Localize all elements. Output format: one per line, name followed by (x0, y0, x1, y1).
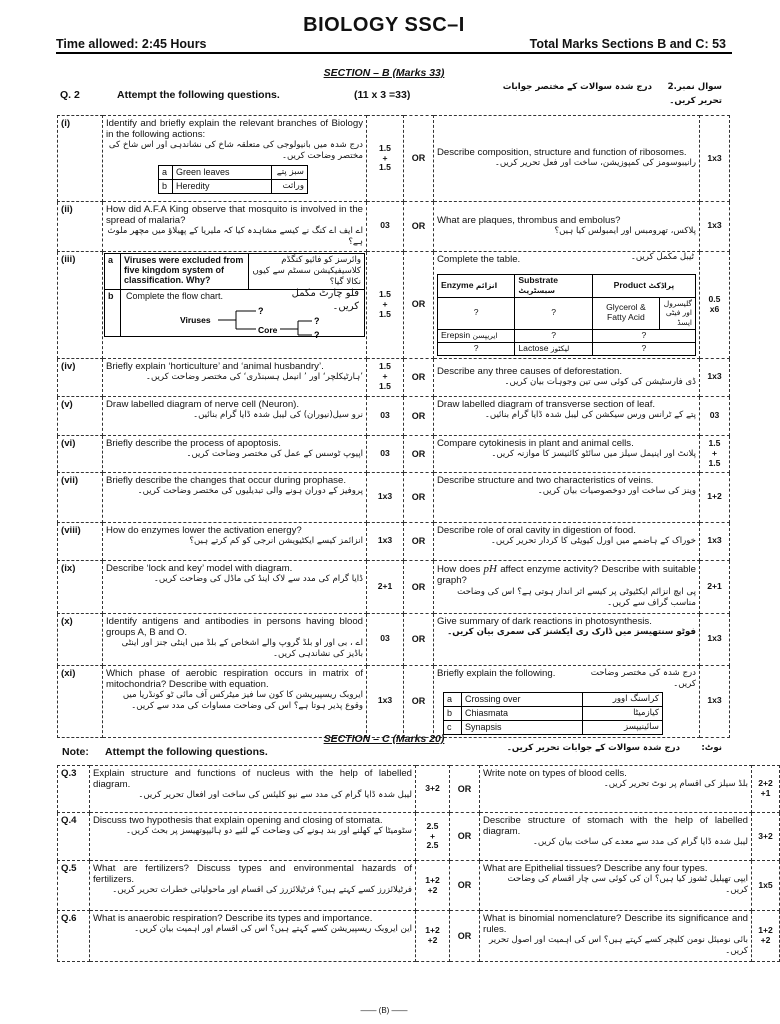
right-marks: 1x5 (752, 861, 780, 911)
question-text: Explain structure and functions of nucleus with the help of labelled diagram. (93, 768, 412, 791)
or-label: OR (404, 435, 434, 472)
list-item: c Synapsis سائینیپسز (444, 721, 663, 735)
left-question (103, 522, 367, 560)
question-text: Give summary of dark reactions in photosynthesis. (437, 615, 652, 627)
left-question (103, 358, 367, 396)
enzyme-table (437, 274, 696, 356)
right-question (480, 911, 752, 962)
left-question (103, 613, 367, 665)
list-item: a Green leaves سبز پتے (159, 165, 308, 179)
or-label: OR (404, 358, 434, 396)
or-label: OR (404, 560, 434, 613)
section-b-title: SECTION – B (Marks 33) (323, 67, 445, 79)
table-row: Erepsin ایریپسن ? ? (438, 329, 696, 342)
right-marks: 1+2 (700, 472, 730, 522)
question-text-ur: خوراک کے ہاضمے میں اورل کیویٹی کا کردار تحریر کریں۔ (490, 535, 696, 546)
table-row (58, 813, 780, 861)
question-text: Describe composition, structure and function of ribosomes. (437, 147, 687, 159)
svg-text:?: ? (314, 316, 320, 327)
left-question (90, 813, 416, 861)
list-item: b Chiasmata کیازمیٹا (444, 706, 663, 720)
right-question (434, 251, 700, 358)
question-text-ur: ایپی تھیلیل ٹشوز کیا ہیں؟ ان کی کوئی سی چار اقسام کی وضاحت کریں۔ (507, 874, 748, 896)
question-text: What is anaerobic respiration? Describe its types and importance. (93, 913, 373, 924)
right-marks: 0.5 x6 (700, 251, 730, 358)
question-text-ur: بائی نومیئل نومن کلیچر کسے کہتے ہیں؟ اس کی اہمیت اور اصول تحریر کریں۔ (489, 935, 748, 957)
question-text-ur: ’ہارٹیکلچر‘ اور ’ انیمل ہسبنڈری‘ کی مختصر وضاحت کریں۔ (145, 371, 363, 382)
question-text-ur: پروفیز کے دوران ہونے والی تبدیلیوں کی مختصر وضاحت کریں۔ (137, 485, 363, 496)
svg-text:?: ? (314, 330, 320, 341)
question-text: What are Epithelial tissues? Describe any four types. (483, 863, 708, 874)
row-number: Q.3 (58, 766, 90, 813)
right-marks: 1.5 + 1.5 (700, 435, 730, 472)
right-marks: 1x3 (700, 358, 730, 396)
note-label: Note: (62, 746, 89, 758)
left-marks: 1.5 + 1.5 (367, 251, 404, 358)
table-row (58, 435, 730, 472)
left-question (103, 560, 367, 613)
question-text-ur: نرو سیل(نیوران) کی لیبل شدہ ڈایا گرام بنائیں۔ (193, 409, 363, 420)
note-label-ur: نوٹ: (701, 743, 722, 753)
question-text: Draw labelled diagram of nerve cell (Neuron). (106, 398, 300, 410)
paper-title: BIOLOGY SSC–I (303, 14, 465, 36)
right-question (434, 396, 700, 435)
left-marks: 1x3 (367, 472, 404, 522)
right-marks: 03 (700, 396, 730, 435)
row-number: (ii) (58, 202, 103, 252)
left-question (103, 396, 367, 435)
question-text-ur: ٹیبل مکمل کریں۔ (630, 251, 694, 262)
section-c-title: SECTION – C (Marks 20) (323, 733, 445, 745)
question-text-ur: فرٹیلائزرز کسے کہتے ہیں؟ فرٹیلائزرز کی اقسام اور ماحولیاتی خطرات تحریر کریں۔ (112, 885, 412, 896)
right-marks: 1x3 (700, 202, 730, 252)
table-row (58, 911, 780, 962)
question-text-ur: درج شدہ کی مختصر وضاحت کریں۔ (590, 667, 696, 689)
row-number: (viii) (58, 522, 103, 560)
or-label: OR (404, 472, 434, 522)
subquestion-b: b Complete the flow chart. فلو چارٹ مکمل کریں۔ Viruses ? Core ? ? (105, 290, 365, 337)
right-marks: 3+2 (752, 813, 780, 861)
question-text-ur: لیبل شدہ ڈایا گرام کی مدد سے نیو کلیئس کی ساخت اور افعال تحریر کریں۔ (138, 790, 412, 801)
or-label: OR (404, 665, 434, 738)
or-label: OR (404, 613, 434, 665)
table-row (58, 358, 730, 396)
row-number: Q.6 (58, 911, 90, 962)
right-marks: 2+1 (700, 560, 730, 613)
question-text: Briefly describe the process of apoptosis. (106, 437, 281, 449)
section-c-table (57, 765, 780, 962)
left-question (103, 472, 367, 522)
question-text: Describe role of oral cavity in digestion of food. (437, 524, 636, 536)
left-question (103, 116, 367, 202)
right-marks: 1x3 (700, 665, 730, 738)
branches-table (158, 165, 308, 194)
enzyme-table-header: Enzyme انزائم Substrate سبسٹریٹ Product پراڈکٹ (438, 274, 696, 297)
or-label: OR (450, 911, 480, 962)
question-text: Draw labelled diagram of transverse section of leaf. (437, 398, 656, 410)
row-number: (x) (58, 613, 103, 665)
section-b-marks-formula: (11 x 3 =33) (354, 89, 411, 101)
or-label: OR (404, 202, 434, 252)
right-question (434, 202, 700, 252)
right-question (434, 665, 700, 738)
question-text-ur: ڈی فارسٹیشن کی کوئی سی تین وجوہات بیان کریں۔ (504, 377, 696, 388)
left-marks: 1.5 + 1.5 (367, 116, 404, 202)
subquestion-a: a Viruses were excluded from five kingdom system of classification. Why? وائرسز کو فائیو کنگڈم کلاسیفیکیشن سسٹم سے کیوں نکالا گیا؟ (105, 253, 365, 290)
question-text-ur: وینز کی ساخت اور دوخصوصیات بیان کریں۔ (537, 485, 696, 496)
question-text-ur: رانیبوسومز کی کمپوزیشن، ساخت اور فعل تحریر کریں۔ (494, 158, 696, 169)
right-marks: 1x3 (700, 613, 730, 665)
left-marks: 03 (367, 435, 404, 472)
or-label: OR (404, 251, 434, 358)
terms-table (443, 692, 663, 736)
right-question (480, 813, 752, 861)
left-question (103, 435, 367, 472)
table-row (58, 251, 730, 358)
question-text-ur: ڈایا گرام کی مدد سے لاک اینڈ کی ماڈل کی وضاحت کریں۔ (153, 573, 363, 584)
or-label: OR (450, 813, 480, 861)
question-text-ur: بلڈ سیلز کی اقسام پر نوٹ تحریر کریں۔ (603, 779, 748, 790)
question-text: Identify and briefly explain the relevant branches of Biology in the following actions: (106, 118, 363, 141)
row-number: (iii) (58, 251, 103, 358)
left-question (103, 665, 367, 738)
or-label: OR (450, 861, 480, 911)
paper-header-bar (56, 36, 732, 54)
question-text: Describe structure and two characteristics of veins. (437, 474, 654, 486)
row-number: Q.5 (58, 861, 90, 911)
left-question (103, 251, 367, 358)
question-text: How do enzymes lower the activation energy? (106, 524, 302, 536)
table-row (58, 396, 730, 435)
time-allowed: Time allowed: 2:45 Hours (56, 37, 207, 51)
row-number: (vii) (58, 472, 103, 522)
table-row (58, 861, 780, 911)
question-text: What are fertilizers? Discuss types and environmental hazards of fertilizers. (93, 863, 412, 886)
right-marks: 1x3 (700, 116, 730, 202)
question-text: Describe structure of stomach with the help of labelled diagram. (483, 815, 748, 838)
or-label: OR (404, 396, 434, 435)
left-marks: 03 (367, 396, 404, 435)
left-marks: 1x3 (367, 665, 404, 738)
left-marks: 1+2 +2 (416, 911, 450, 962)
left-marks: 2+1 (367, 560, 404, 613)
or-label: OR (404, 116, 434, 202)
left-question (90, 766, 416, 813)
table-row (58, 116, 730, 202)
question-text-ur: پلاکس، تھرومبس اور ایمبولس کیا ہیں؟ (554, 226, 696, 237)
row-number: Q.4 (58, 813, 90, 861)
question-text: Describe any three causes of deforestation. (437, 366, 623, 378)
left-marks: 03 (367, 202, 404, 252)
subquestion-table (104, 253, 365, 341)
q2-label: Q. 2 (60, 89, 80, 101)
total-marks: Total Marks Sections B and C: 53 (529, 37, 726, 51)
table-row (58, 202, 730, 252)
section-b-instruction-ur: درج شدہ سوالات کے مختصر جوابات (502, 82, 652, 92)
right-question (434, 472, 700, 522)
table-row: ? ? Glycerol & Fatty Acid گلیسرول اور فیٹی ایسڈ (438, 297, 696, 329)
section-b-instruction: Attempt the following questions. (117, 89, 280, 101)
page-footer: —— (B) —— (360, 1006, 408, 1015)
table-row: ? Lactose لیکٹوز ? (438, 342, 696, 355)
q2-label-ur: سوال نمبر.2 (667, 82, 722, 92)
flow-core: Core (258, 325, 278, 336)
section-c-instruction: Attempt the following questions. (105, 746, 268, 758)
row-number: (xi) (58, 665, 103, 738)
left-question (90, 911, 416, 962)
table-row (58, 522, 730, 560)
right-question (434, 358, 700, 396)
question-text-ur: درج شدہ میں بانیولوجی کی متعلقہ شاخ کی نشاندہی اور اس شاخ کی مختصر وضاحت کریں۔ (108, 140, 363, 162)
question-text: How did A.F.A King observe that mosquito is involved in the spread of malaria? (106, 204, 363, 227)
question-text-ur: اے ایف اے کنگ نے کیسے مشاہدہ کیا کہ ملیریا کے پھیلاؤ میں مچھر ملوث ہے؟ (107, 226, 363, 248)
section-c-instruction-ur: درج شدہ سوالات کے جوابات تحریر کریں۔ (506, 743, 680, 753)
question-text: Complete the table. (437, 253, 521, 265)
question-text-ur: اے ، بی اور او بلڈ گروپ والے اشخاص کے بلڈ میں اینٹی جنز اور اینٹی باڈیز کی نشاندہی کریں۔ (121, 637, 363, 660)
question-text: Discuss two hypothesis that explain opening and closing of stomata. (93, 815, 383, 826)
section-b-instruction-ur2: تحریر کریں۔ (669, 96, 722, 106)
right-question (434, 116, 700, 202)
question-text-ur: اپیوپ ٹوسس کے عمل کی مختصر وضاحت کریں۔ (186, 448, 363, 459)
left-marks: 3+2 (416, 766, 450, 813)
question-text-ur: لیبل شدہ ڈایا گرام کی مدد سے معدے کی ساخت بیان کریں۔ (532, 837, 748, 848)
question-text: Write note on types of blood cells. (483, 768, 627, 779)
flow-viruses: Viruses (180, 315, 211, 326)
table-row (58, 613, 730, 665)
question-text: Which phase of aerobic respiration occurs in matrix of mitochondria? Describe with equation. (106, 667, 363, 690)
right-question (480, 861, 752, 911)
row-number: (iv) (58, 358, 103, 396)
left-marks: 03 (367, 613, 404, 665)
right-marks: 1x3 (700, 522, 730, 560)
question-text-ur: این ایروبک ریسپیریشن کسے کہتے ہیں؟ اس کی اقسام اور اہمیت بیان کریں۔ (134, 924, 412, 935)
question-text: Identify antigens and antibodies in persons having blood groups A, B and O. (106, 615, 363, 638)
table-row (58, 472, 730, 522)
right-marks: 1+2 +2 (752, 911, 780, 962)
right-question (480, 766, 752, 813)
question-text-ur: پلانٹ اور اینیمل سیلز میں سائٹو کائنیسز کا موازنہ کریں۔ (491, 448, 696, 459)
question-text: Compare cytokinesis in plant and animal cells. (437, 437, 634, 449)
question-text-ur: سٹومیٹا کے کھلنے اور بند ہونے کی وضاحت کے لئیے دو ہائیپوتھیسز پر بحث کریں۔ (126, 826, 412, 837)
question-text: Describe ‘lock and key’ model with diagram. (106, 562, 293, 574)
or-label: OR (450, 766, 480, 813)
flow-chart (174, 305, 354, 339)
left-marks: 1+2 +2 (416, 861, 450, 911)
row-number: (vi) (58, 435, 103, 472)
question-text: Briefly describe the changes that occur during prophase. (106, 474, 346, 486)
row-number: (v) (58, 396, 103, 435)
row-number: (i) (58, 116, 103, 202)
section-b-table (57, 115, 730, 738)
right-question (434, 613, 700, 665)
right-question (434, 522, 700, 560)
left-marks: 1x3 (367, 522, 404, 560)
question-text: Briefly explain ‘horticulture’ and ‘animal husbandry’. (106, 360, 324, 372)
or-label: OR (404, 522, 434, 560)
question-text: What is binomial nomenclature? Describe its significance and rules. (483, 913, 748, 936)
question-text-ur: انزائمز کیسے ایکٹیویشن انرجی کو کم کرتے ہیں؟ (189, 535, 363, 546)
table-row (58, 766, 780, 813)
list-item: a Crossing over کراسنگ اوور (444, 692, 663, 706)
left-question (103, 202, 367, 252)
question-text-ur: پتے کے ٹرانس ورس سیکشن کی لیبل شدہ ڈایا گرام بنائیں۔ (484, 409, 696, 420)
table-row (58, 560, 730, 613)
left-marks: 1.5 + 1.5 (367, 358, 404, 396)
left-marks: 2.5 + 2.5 (416, 813, 450, 861)
question-text-ur: ایروبک ریسپیریشن کا کون سا فیز میٹرکس آف مائی ٹو کونڈریا میں وقوع پذیر ہوتا ہے؟ اس کی وضاحت مساوات کی مدد سے کریں۔ (122, 689, 363, 712)
question-text: Briefly explain the following. (437, 667, 556, 679)
svg-text:?: ? (258, 306, 264, 317)
left-question (90, 861, 416, 911)
right-question (434, 560, 700, 613)
table-row (58, 665, 730, 738)
question-text-ur: پی ایچ انزائم ایکٹیوٹی پر کیسے اثر انداز ہوتی ہے؟ اس کی وضاحت مناسب گراف سے کریں۔ (457, 586, 696, 608)
right-marks: 2+2 +1 (752, 766, 780, 813)
right-question (434, 435, 700, 472)
question-text: How does pH affect enzyme activity? Describe with suitable graph? (437, 562, 696, 587)
question-text-ur: فوٹو سنتھیسز میں ڈارک ری ایکشنز کی سمری بیان کریں۔ (447, 626, 696, 637)
question-text: What are plaques, thrombus and embolus? (437, 215, 621, 227)
list-item: b Heredity وراثت (159, 179, 308, 193)
row-number: (ix) (58, 560, 103, 613)
